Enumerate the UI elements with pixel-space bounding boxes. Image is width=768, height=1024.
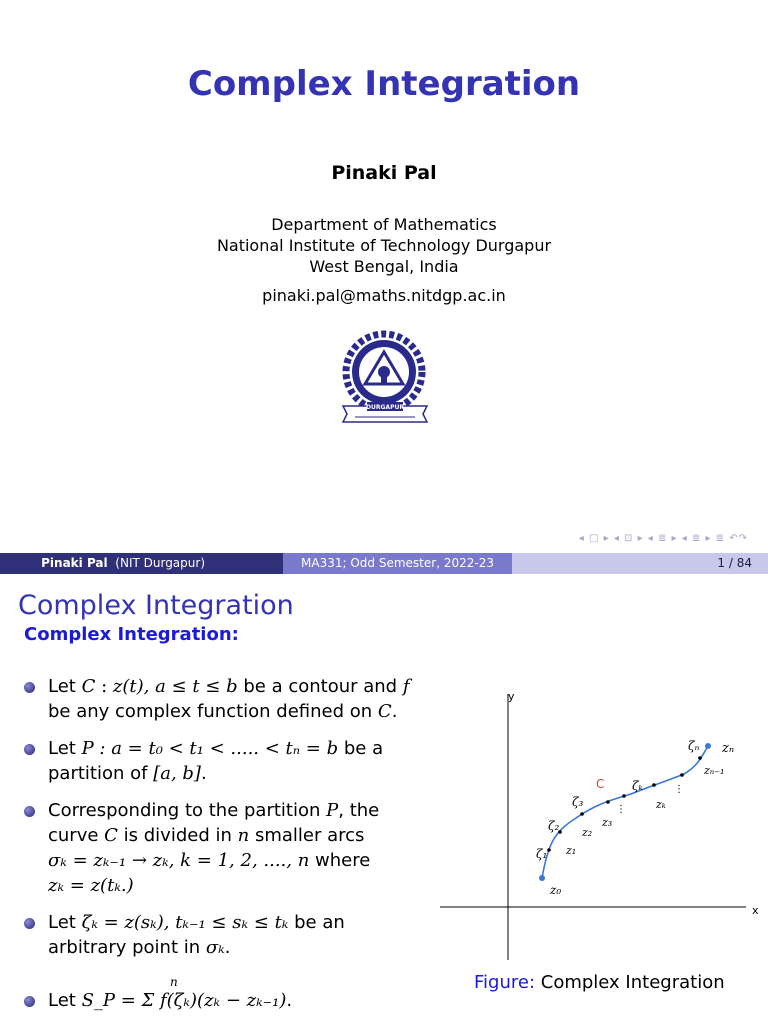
partition-point [606,800,610,804]
list-item: Let P : a = t₀ < t₁ < ..... < tₙ = b be a partition of [a, b]. [20,736,450,786]
partition-point [547,848,551,852]
bullet-icon [24,918,35,929]
footer-author [0,553,283,574]
beamer-navigation[interactable]: ◂ □ ▸ ◂ ⊡ ▸ ◂ ≣ ▸ ◂ ≣ ▸ ≣ ↶↷ [578,533,748,544]
zeta-3-label: ζ₃ [572,795,584,809]
partition-point [622,794,626,798]
z-k-label: zₖ [656,798,666,811]
caption-label: Figure: [474,972,536,993]
zeta-1-label: ζ₁ [536,847,548,861]
bullet-list [20,674,450,1013]
footer-affiliation: (NIT Durgapur) [115,556,205,570]
zeta-n-label: ζₙ [688,739,700,753]
partition-point [680,773,684,777]
zeta-2-label: ζ₂ [548,819,560,833]
bullet-icon [24,682,35,693]
z-1-label: z₁ [566,844,577,857]
slide-title: Complex Integration [18,590,294,621]
institute-logo [337,330,433,428]
bullet-icon [24,996,35,1007]
z-n-minus-1-label: zₙ₋₁ [704,764,725,777]
list-item: Let C : z(t), a ≤ t ≤ b be a contour and f be any complex function defined on C. [20,674,450,724]
footer-bar [0,553,768,574]
logo-banner-text: DURGAPUR [366,404,404,411]
ellipsis-mark: ⋮ [674,784,684,795]
end-point [705,743,711,749]
email: pinaki.pal@maths.nitdgp.ac.in [262,286,506,305]
partition-point [652,783,656,787]
y-axis-label: y [508,690,515,703]
footer-author-name: Pinaki Pal [41,556,108,570]
curve-label: C [596,777,605,791]
footer-course: MA331; Odd Semester, 2022-23 [283,553,512,574]
partition-point [580,812,584,816]
author-name: Pinaki Pal [331,162,437,184]
caption-text: Complex Integration [535,972,725,993]
content-slide [0,574,768,1024]
start-point [539,875,545,881]
list-item: Corresponding to the partition P, the curve C is divided in n smaller arcs σₖ = zₖ₋₁ → zₖ, k = 1, 2, ...., n where zₖ = z(tₖ.) [20,798,450,898]
sum-upper-limit: n [170,975,178,989]
z-3-label: z₃ [602,816,613,829]
bullet-icon [24,744,35,755]
zeta-k-label: ζₖ [632,779,643,793]
institute: National Institute of Technology Durgapur [216,236,552,255]
block-title: Complex Integration: [24,624,239,645]
affiliation-block [0,214,768,277]
list-item: n Let S_P = Σ f(ζₖ)(zₖ − zₖ₋₁). [20,974,450,1013]
figure-caption [474,972,725,993]
contour-figure [436,684,766,964]
bullet-icon [24,806,35,817]
department: Department of Mathematics [271,215,497,234]
list-item: Let ζₖ = z(sₖ), tₖ₋₁ ≤ sₖ ≤ tₖ be an arbitrary point in σₖ. [20,910,450,960]
location: West Bengal, India [309,257,459,276]
slide-title: Complex Integration [187,64,581,104]
z-0-label: z₀ [550,883,562,897]
partition-point [698,756,702,760]
ellipsis-mark: ⋮ [616,804,626,815]
z-n-label: zₙ [722,741,735,756]
z-2-label: z₂ [582,826,593,839]
x-axis-label: x [752,904,759,917]
footer-page: 1 / 84 [512,553,768,574]
